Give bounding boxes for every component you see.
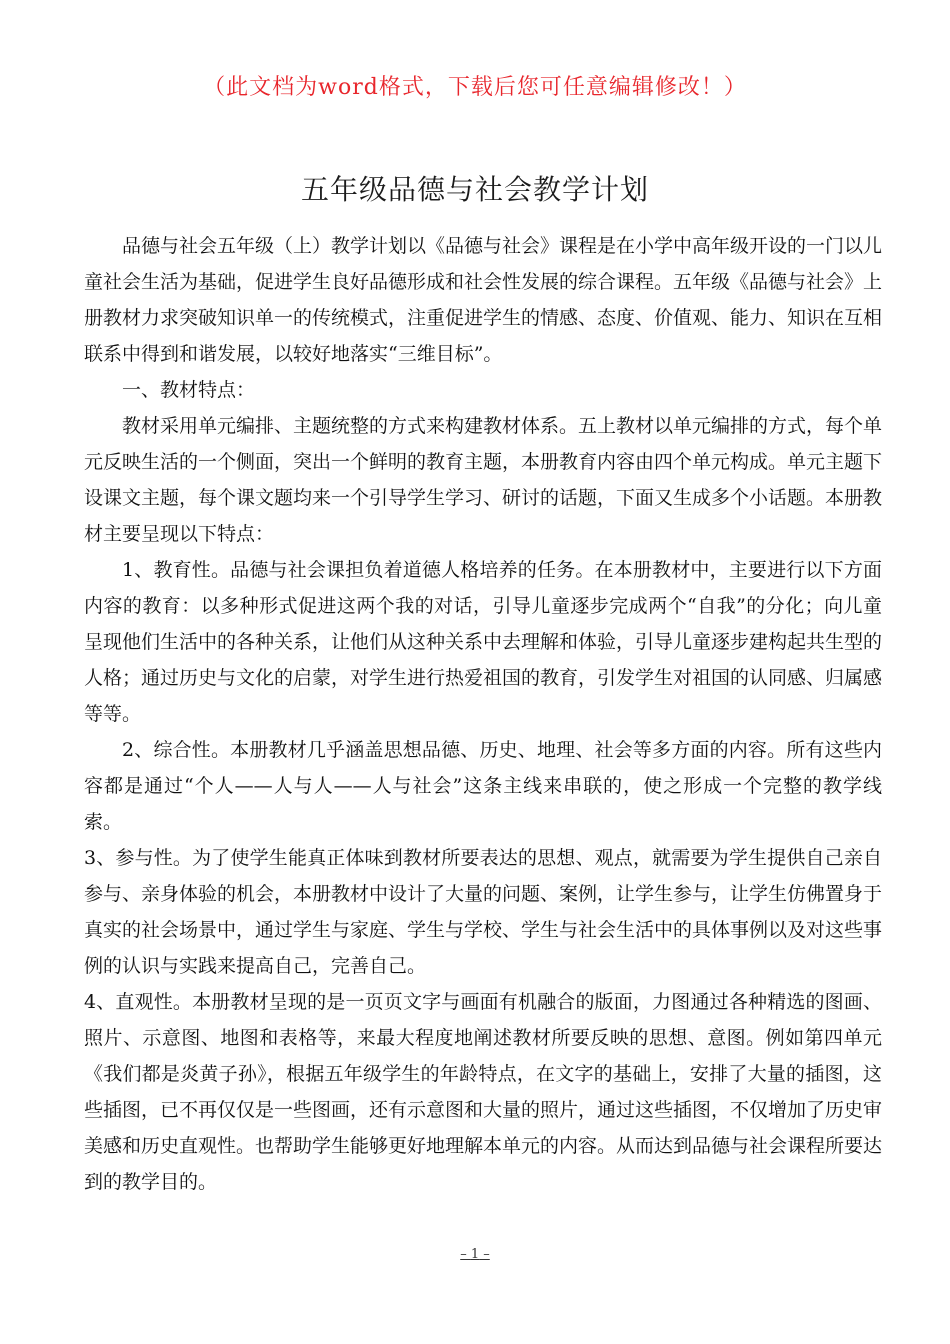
page-number-suffix: – bbox=[479, 1247, 490, 1262]
page-title: 五年级品德与社会教学计划 bbox=[300, 173, 649, 206]
page-number-prefix: – bbox=[460, 1247, 471, 1262]
paragraph-educational: 1、教育性。品德与社会课担负着道德人格培养的任务。在本册教材中，主要进行以下方面内容的教育：以多种形式促进这两个我的对话，引导儿童逐步完成两个“自我”的分化；向儿童呈现他们生活中的各种关系，让他们从这种关系中去理解和体验，引导儿童逐步建构起共生型的人格；通过历史与文化的启蒙，对学生进行热爱祖国的教育，引发学生对祖国的认同感、归属感等等。 bbox=[84, 559, 883, 725]
edit-notice: （此文档为word格式，下载后您可任意编辑修改！） bbox=[203, 75, 747, 100]
document-body bbox=[84, 228, 882, 1200]
page-number-value: 1 bbox=[470, 1247, 480, 1262]
paragraph-textbook-structure: 教材采用单元编排、主题统整的方式来构建教材体系。五上教材以单元编排的方式，每个单元反映生活的一个侧面，突出一个鲜明的教育主题，本册教育内容由四个单元构成。单元主题下设课文主题，每个课文题均来一个引导学生学习、研讨的话题，下面又生成多个小话题。本册教材主要呈现以下特点： bbox=[84, 415, 883, 545]
paragraph-participation: 3、参与性。为了使学生能真正体味到教材所要表达的思想、观点，就需要为学生提供自己亲自参与、亲身体验的机会，本册教材中设计了大量的问题、案例，让学生参与，让学生仿佛置身于真实的社会场景中，通过学生与家庭、学生与学校、学生与社会生活中的具体事例以及对这些事例的认识与实践来提高自己，完善自己。 bbox=[84, 847, 883, 977]
section-heading-textbook-features: 一、教材特点： bbox=[122, 379, 256, 401]
page-number bbox=[0, 1247, 950, 1262]
paragraph-intro: 品德与社会五年级（上）教学计划以《品德与社会》课程是在小学中高年级开设的一门以儿童社会生活为基础，促进学生良好品德形成和社会性发展的综合课程。五年级《品德与社会》上册教材力求突破知识单一的传统模式，注重促进学生的情感、态度、价值观、能力、知识在互相联系中得到和谐发展，以较好地落实“三维目标”。 bbox=[84, 235, 883, 365]
paragraph-comprehensive: 2、综合性。本册教材几乎涵盖思想品德、历史、地理、社会等多方面的内容。所有这些内容都是通过“个人——人与人——人与社会”这条主线来串联的，使之形成一个完整的教学线索。 bbox=[84, 739, 882, 833]
paragraph-intuitive: 4、直观性。本册教材呈现的是一页页文字与画面有机融合的版面，力图通过各种精选的图画、照片、示意图、地图和表格等，来最大程度地阐述教材所要反映的思想、意图。例如第四单元《我们都是炎黄子孙》，根据五年级学生的年龄特点，在文字的基础上，安排了大量的插图，这些插图，已不再仅仅是一些图画，还有示意图和大量的照片，通过这些插图，不仅增加了历史审美感和历史直观性。也帮助学生能够更好地理解本单元的内容。从而达到品德与社会课程所要达到的教学目的。 bbox=[84, 991, 883, 1193]
